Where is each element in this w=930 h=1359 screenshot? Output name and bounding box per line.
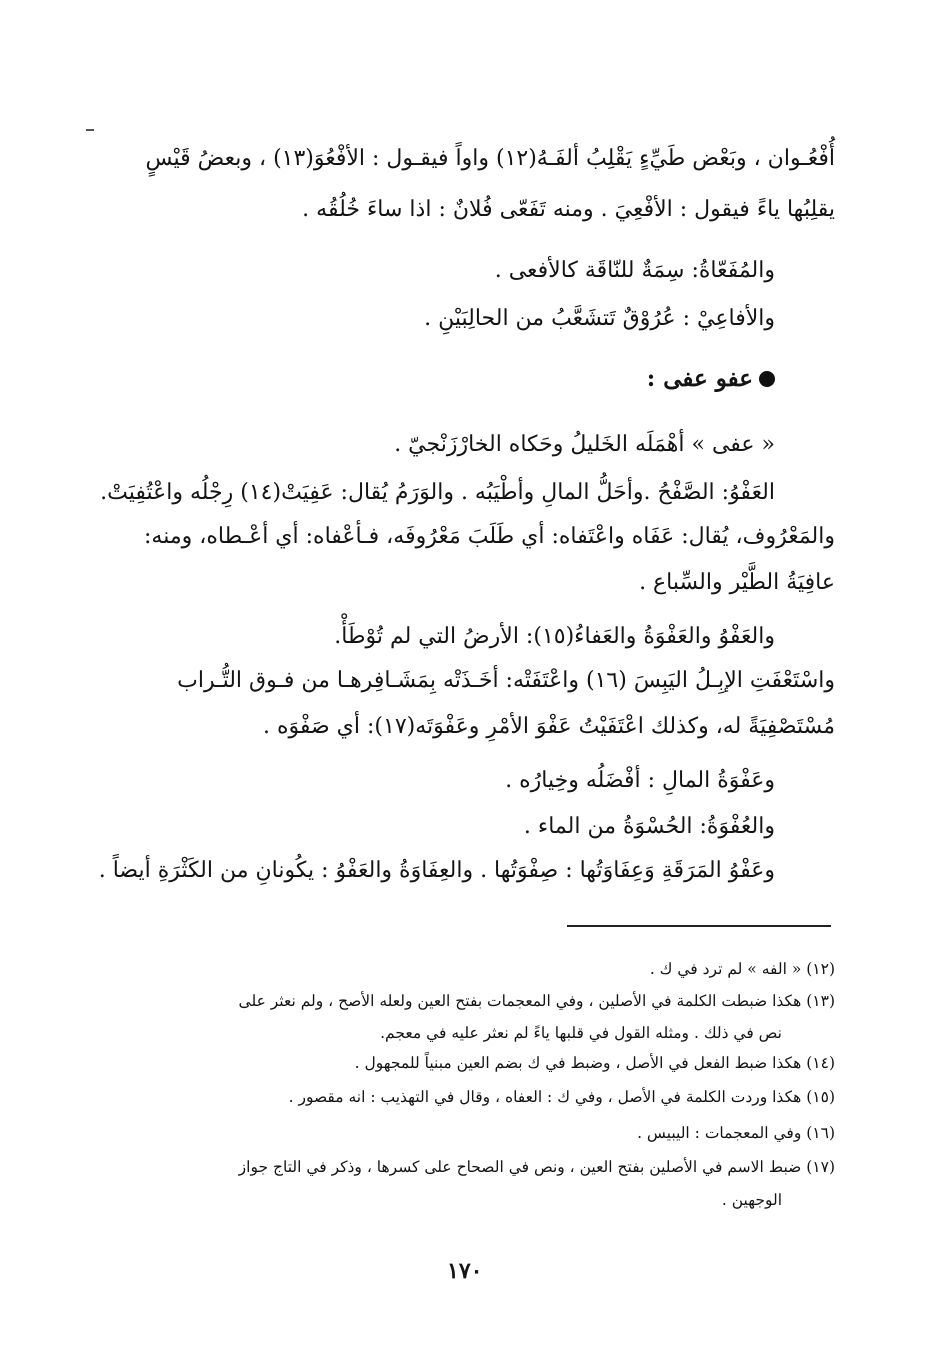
footnote-continuation: نص في ذلك . ومثله القول في قلبها ياءً لم نعثر عليه في معجم. [380,1024,782,1042]
footnote: (١٤) هكذا ضبط الفعل في الأصل ، وضبط في ك بضم العين مبنياً للمجهول . [354,1054,835,1072]
footnote: (١٧) ضبط الاسم في الأصلين بفتح العين ، ونص في الصحاح على كسرها ، وذكر في التاج جواز [238,1158,835,1176]
entry-line: عافِيَةُ الطَّيْر والسِّباع . [639,570,835,595]
footnote: (١٣) هكذا ضبطت الكلمة في الأصلين ، وفي المعجمات بفتح العين ولعله الأصح ، ولم نعثر على [238,992,835,1010]
entry-line: « عفى » أهْمَلَه الخَليلُ وحَكاه الخارْزَنْجيّ . [394,432,775,457]
footnote-continuation: الوجهين . [721,1191,782,1209]
footnote: (١٦) وفي المعجمات : اليبيس . [637,1124,835,1142]
entry-line: والعَفْوُ والعَفْوَةُ والعَفاءُ(١٥): الأرضُ التي لم تُوْطَأْ. [334,624,775,649]
entry-heading [647,363,775,395]
footnote: (١٢) « الفه » لم ترد في ك . [649,960,835,978]
margin-mark [86,129,94,131]
entry-line: مُسْتَصْفِيَةً له، وكذلك اعْتَفَيْتُ عَفْوَ الأمْرِ وعَفْوَتَه(١٧): أي صَفْوَه . [263,714,835,739]
footnote: (١٥) هكذا وردت الكلمة في الأصل ، وفي ك : العفاه ، وقال في التهذيب : انه مقصور . [288,1088,835,1106]
page-number: ١٧٠ [447,1258,483,1284]
entry-line: وعَفْوُ المَرَقَةِ وَعِفَاوَتُها : صِفْوَتُها . والعِفَاوَةُ والعَفْوُ : يكُونانِ من الكَثْرَةِ أيضاً . [98,858,775,883]
body-line: يقلِبُها ياءً فيقول : الأفْعِيَ . ومنه تَفَعّى فُلانٌ : اذا ساءَ خُلُقُه . [302,197,835,222]
entry-line: والمَعْرُوف، يُقال: عَفَاه واعْتَفاه: أي طَلَبَ مَعْرُوفَه، فـأعْفاه: أي أعْـطاه، ومنه: [144,524,835,549]
body-line: والأفاعِيْ : عُرُوْقٌ تَتشَعَّبُ من الحالِبَيْنِ . [424,306,775,331]
entry-line: واسْتَعْفَتِ الإبِـلُ اليَبِسَ (١٦) واعْتَفَتْه: أخَـذَتْه بِمَشَـافِرهـا من فـوق التُّـراب [177,668,835,693]
entry-line: وعَفْوَةُ المالِ : أفْضَلُه وخِيارُه . [505,768,775,793]
entry-line: والعُفْوَةُ: الحُسْوَةُ من الماء . [523,814,775,839]
footnote-separator [567,925,831,927]
entry-heading-text: عفو عفى : [646,365,753,392]
bullet-icon [759,371,775,387]
body-line: أُفْعُـوان ، وبَعْض طَيِّءٍ يَقْلِبُ ألفَـهُ(١٢) واواً فيقـول : الأفْعُوَ(١٣) ، وبعضُ قَيْسٍ [145,146,835,171]
entry-line: العَفْوُ: الصَّفْحُ .وأحَلُّ المالِ وأطْيَبُه . والوَرَمُ يُقال: عَفِيَتْ(١٤) رِجْلُه واعْتُفِيَتْ. [100,480,775,505]
body-line: والمُفَعّاةُ: سِمَةٌ للنّاقَة كالأفعى . [494,258,775,283]
